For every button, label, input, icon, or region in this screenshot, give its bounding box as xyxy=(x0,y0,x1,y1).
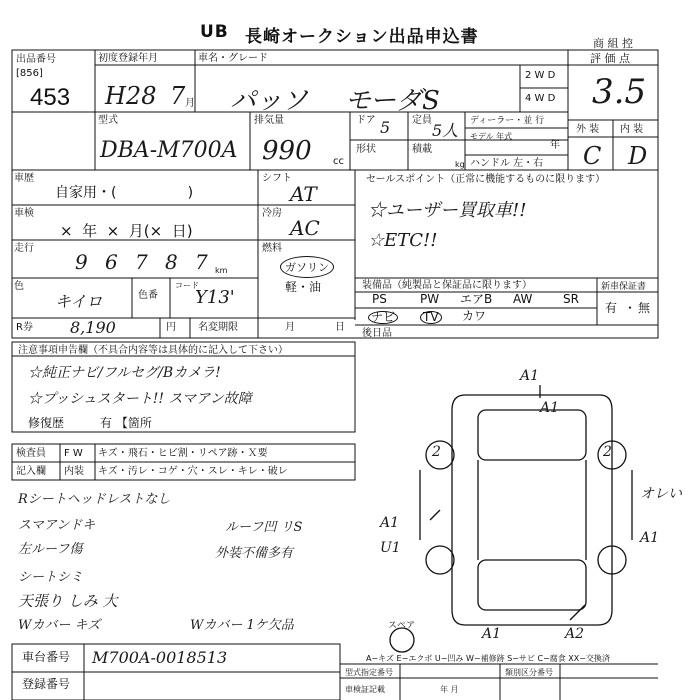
inspector-fw: F W xyxy=(64,448,83,459)
entry-label: 記入欄 xyxy=(16,466,46,477)
inspector-note: Rシートヘッドレストなし xyxy=(18,492,171,507)
spare-label: スペア xyxy=(388,621,416,631)
year-unit: 年 xyxy=(550,140,560,151)
equipment-ps: PS xyxy=(372,292,387,306)
shift-label: シフト xyxy=(262,173,292,184)
equipment-label: 装備品（純製品と保証品に限ります） xyxy=(362,280,532,291)
first-registration-label: 初度登録年月 xyxy=(98,53,158,64)
chassis-label: 車台番号 xyxy=(22,650,71,664)
color-value: キイロ xyxy=(55,292,103,311)
ac-label: 冷房 xyxy=(262,208,282,219)
displacement-value: 990 xyxy=(262,136,312,166)
inspector-note: 左ルーフ傷 xyxy=(18,542,83,557)
color-code-label: 色番 xyxy=(138,290,158,301)
doors-value: 5 xyxy=(380,118,391,137)
damage-legend: A−キズ E−エクボ U−凹み W−補修跡 S−サビ C−腐食 XX−交換済 xyxy=(366,654,610,663)
change-month: 月 xyxy=(285,322,295,333)
model-label: 型式 xyxy=(98,115,118,126)
registration-month: 7 xyxy=(170,82,186,110)
yen-unit: 円 xyxy=(166,322,176,333)
mileage-digit: 9 xyxy=(75,250,88,274)
legend-interior: キズ・汚レ・コゲ・穴・スレ・キレ・破レ xyxy=(98,466,288,477)
repair-history-value: 有 【箇所 xyxy=(100,416,152,430)
capacity-value: 5人 xyxy=(432,121,459,140)
load-label: 積載 xyxy=(412,144,432,155)
mileage-label: 走行 xyxy=(14,243,34,254)
change-deadline-label: 名変期限 xyxy=(198,322,238,333)
change-day: 日 xyxy=(335,322,345,333)
damage-mark: A1 xyxy=(640,530,660,546)
chassis-value: M700A-0018513 xyxy=(92,648,228,667)
equipment-airbag: エアB xyxy=(460,292,493,306)
inspector-note: 天張り しみ 大 xyxy=(18,592,118,610)
model-value: DBA-M700A xyxy=(100,138,238,163)
damage-mark: U1 xyxy=(380,540,401,556)
model-year-label: モデル 年式 xyxy=(470,132,513,141)
repair-history-label: 修復歴 xyxy=(28,416,65,430)
inspector-note: スマアンドキ xyxy=(18,518,96,533)
fuel-label: 燃料 xyxy=(262,243,282,254)
equipment-pw: PW xyxy=(420,292,440,306)
lot-number: 453 xyxy=(30,84,71,111)
registration-number-label: 登録番号 xyxy=(22,677,71,691)
inspector-note: Wカバー 1ケ欠品 xyxy=(190,618,294,633)
damage-mark: A2 xyxy=(565,626,585,642)
mileage-digit: 7 xyxy=(135,250,148,274)
inspector-label: 検査員 xyxy=(16,448,46,459)
capacity-label: 定員 xyxy=(412,115,432,126)
color-label: 色 xyxy=(14,281,24,292)
color-code-title: コード xyxy=(175,281,199,290)
evaluation-score: 3.5 xyxy=(592,72,647,112)
damage-mark: A1 xyxy=(380,515,400,531)
exterior-grade: C xyxy=(583,142,602,170)
name-grade-label: 車名・グレード xyxy=(198,53,268,64)
damage-mark: A1 xyxy=(540,400,560,416)
warranty-yes: 有 xyxy=(605,301,618,315)
damage-mark: A1 xyxy=(482,626,502,642)
rear-items-label: 後日品 xyxy=(362,328,392,339)
fuel-alt: 軽・油 xyxy=(285,280,322,294)
selling-points-label: セールスポイント（正常に機能するものに限ります） xyxy=(366,174,606,185)
displacement-label: 排気量 xyxy=(254,115,284,126)
damage-mark: 2 xyxy=(432,444,441,460)
history-value: 自家用・( ) xyxy=(55,185,194,201)
lot-number-label: 出品番号 xyxy=(16,54,56,65)
inspector-note: ルーフ凹 リS xyxy=(225,520,303,535)
doors-label: ドア xyxy=(356,115,376,126)
cc-unit: cc xyxy=(333,156,344,167)
warranty-no: 無 xyxy=(638,301,651,315)
car-name: パッソ xyxy=(230,86,309,116)
fuel-value: ガソリン xyxy=(280,256,334,278)
km-unit: km xyxy=(215,266,228,275)
header-title: 長崎オークション出品申込書 xyxy=(245,27,479,47)
shape-label: 形状 xyxy=(356,144,376,155)
mileage-digit: 6 xyxy=(105,250,118,274)
mileage-digit: 8 xyxy=(165,250,178,274)
evaluation-label: 評 価 点 xyxy=(590,52,630,65)
damage-mark: 2 xyxy=(603,444,612,460)
drive-4wd: 4 W D xyxy=(525,93,556,104)
inspector-interior: 内装 xyxy=(64,466,84,477)
equipment-tv: TV xyxy=(420,311,442,324)
damage-mark: オレい xyxy=(640,486,682,502)
equipment-navi: ナビ xyxy=(368,311,398,324)
new-car-warranty-label: 新車保証書 xyxy=(601,282,647,292)
equipment-aw: AW xyxy=(513,292,533,306)
drive-2wd: 2 W D xyxy=(525,70,556,81)
inspector-note: シートシミ xyxy=(18,570,84,585)
registration-month-unit: 月 xyxy=(185,98,195,109)
selling-point: ☆ユーザー買取車!! xyxy=(368,200,527,221)
registration-year: H28 xyxy=(105,82,157,110)
interior-grade: D xyxy=(628,142,648,170)
header-logo: UB xyxy=(200,22,229,42)
warranty-separator: ・ xyxy=(624,301,637,315)
maintenance-label: 車検証記載 xyxy=(345,685,385,694)
kg-unit: kg xyxy=(455,160,465,169)
ac-value: AC xyxy=(290,216,320,240)
legend-fw: キズ・飛石・ヒビ割・リペア跡・Ｘ要 xyxy=(98,448,268,459)
notes-label: 注意事項申告欄（不具合内容等は具体的に記入して下さい） xyxy=(18,345,288,356)
dealer-label: ディーラー・並 行 xyxy=(470,116,545,126)
lot-code: [856] xyxy=(16,68,43,79)
inspection-value: × 年 × 月(× 日) xyxy=(60,222,193,240)
type-cert-label: 型式指定番号 xyxy=(345,668,393,677)
note-line: ☆プッシュスタート!! スマアン故障 xyxy=(28,391,252,407)
printed-date-label: 年 月 xyxy=(440,685,459,694)
office-stamp-label: 商 組 控 xyxy=(593,37,633,50)
inspector-note: Wカバー キズ xyxy=(18,618,101,633)
inspection-label: 車検 xyxy=(14,208,34,219)
color-code-value: Y13' xyxy=(195,287,235,308)
handle-label: ハンドル 左・右 xyxy=(470,158,544,169)
history-label: 車歴 xyxy=(14,173,34,184)
exterior-label: 外 装 xyxy=(576,124,600,135)
class-label: 類別区分番号 xyxy=(505,668,553,677)
damage-mark: A1 xyxy=(520,368,540,384)
mileage-digit: 7 xyxy=(195,250,208,274)
car-grade: モーダS xyxy=(345,86,440,116)
note-line: ☆純正ナビ/フルセグ/Bカメラ! xyxy=(28,365,221,381)
interior-label: 内 装 xyxy=(620,124,644,135)
recycle-label: R券 xyxy=(16,322,33,333)
equipment-leather: カワ xyxy=(462,309,487,323)
recycle-value: 8,190 xyxy=(70,318,116,337)
shift-value: AT xyxy=(290,182,317,206)
selling-point: ☆ETC!! xyxy=(368,230,438,251)
equipment-sr: SR xyxy=(563,292,579,306)
inspector-note: 外装不備多有 xyxy=(215,546,294,561)
